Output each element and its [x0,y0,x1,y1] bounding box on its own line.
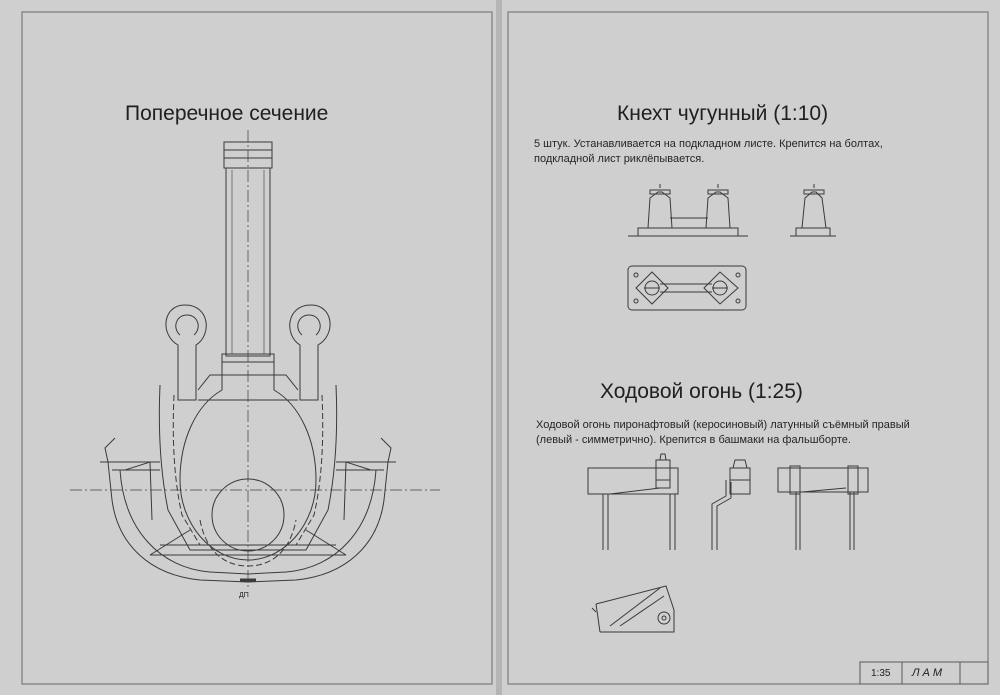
light-bracket-plan-view [592,586,674,632]
bitt-plan-view [628,266,746,310]
light-front-view [588,454,678,550]
cross-section-drawing [70,130,440,590]
scale-label: 1:35 [871,668,891,679]
bitt-front-view [628,184,748,236]
ventilator-left [166,305,206,400]
light-description-line-2: (левый - симметрично). Крепится в башмаки на фальшборте. [536,434,851,446]
bitt-description-line-1: 5 штук. Устанавливается на подкладном листе. Крепится на болтах, [534,138,883,150]
publisher-logo: ЛАМ [912,667,946,679]
ventilator-right [290,305,330,400]
cross-section-title: Поперечное сечение [125,102,329,125]
light-back-view [778,466,868,550]
light-title: Ходовой огонь (1:25) [600,380,803,403]
bitt-title: Кнехт чугунный (1:10) [617,102,829,125]
light-side-view [712,460,750,550]
centerline-label: ДП [239,592,249,599]
light-description-line-1: Ходовой огонь пиронафтовый (керосиновый) латунный съёмный правый [536,419,910,431]
bitt-side-view [790,184,836,236]
bitt-description-line-2: подкладной лист риклёпывается. [534,153,705,165]
